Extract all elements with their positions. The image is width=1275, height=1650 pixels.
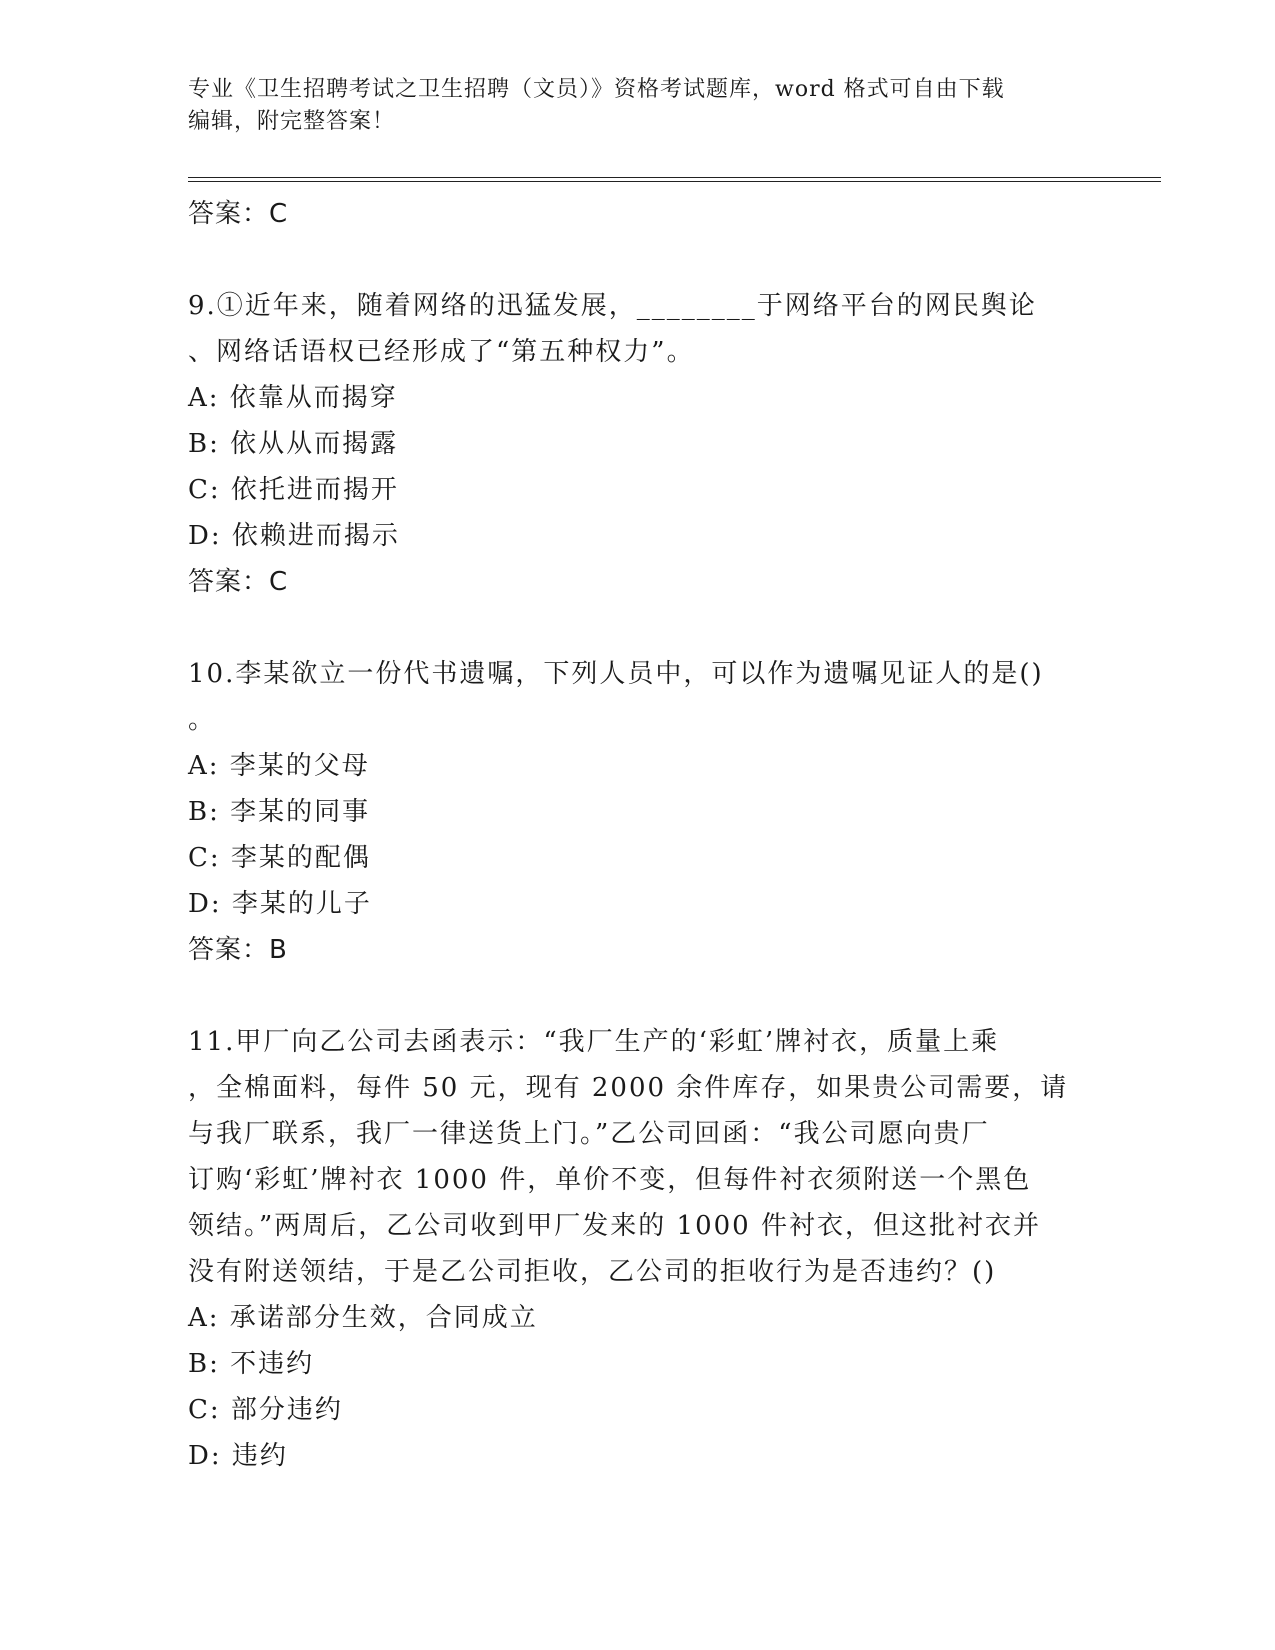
document-body (188, 191, 1088, 1479)
answer: 答案：C (188, 567, 289, 597)
question-stem-line: 与我厂联系，我厂一律送货上门。”乙公司回函：“我公司愿向贵厂 (188, 1119, 990, 1149)
option-a: A: 依靠从而揭穿 (188, 383, 398, 413)
header-line-1: 专业《卫生招聘考试之卫生招聘（文员）》资格考试题库，word 格式可自由下载 (188, 77, 1005, 102)
option-a: A: 李某的父母 (188, 751, 370, 781)
question-11 (188, 1019, 1088, 1479)
option-d: D: 依赖进而揭示 (188, 521, 400, 551)
answer: 答案：B (188, 935, 288, 965)
header-rule-top (188, 177, 1161, 178)
option-c: C: 李某的配偶 (188, 843, 371, 873)
header-rule-bottom (188, 181, 1161, 182)
question-10 (188, 651, 1088, 973)
spacer (188, 973, 1088, 1019)
document-header (188, 74, 1088, 138)
option-b: B: 李某的同事 (188, 797, 371, 827)
option-c: C: 依托进而揭开 (188, 475, 399, 505)
previous-answer: 答案：C (188, 199, 289, 229)
option-b: B: 依从从而揭露 (188, 429, 399, 459)
option-c: C: 部分违约 (188, 1395, 343, 1425)
question-stem-line: 11.甲厂向乙公司去函表示：“我厂生产的‘彩虹’牌衬衣，质量上乘 (188, 1027, 1000, 1057)
option-b: B: 不违约 (188, 1349, 315, 1379)
question-9 (188, 283, 1088, 605)
option-a: A: 承诺部分生效，合同成立 (188, 1303, 538, 1333)
question-stem-line: ，全棉面料，每件 50 元，现有 2000 余件库存，如果贵公司需要，请 (188, 1073, 1069, 1103)
header-line-2: 编辑，附完整答案！ (188, 109, 396, 134)
question-stem-line: 、网络话语权已经形成了“第五种权力”。 (188, 337, 695, 367)
question-stem-line: 9.①近年来，随着网络的迅猛发展，________于网络平台的网民舆论 (188, 291, 1037, 321)
question-stem-line: 10.李某欲立一份代书遗嘱，下列人员中，可以作为遗嘱见证人的是() (188, 659, 1044, 689)
question-stem-line: 。 (188, 705, 217, 735)
option-d: D: 违约 (188, 1441, 288, 1471)
option-d: D: 李某的儿子 (188, 889, 372, 919)
question-stem-line: 订购‘彩虹’牌衬衣 1000 件，单价不变，但每件衬衣须附送一个黑色 (188, 1165, 1032, 1195)
question-stem-line: 没有附送领结，于是乙公司拒收，乙公司的拒收行为是否违约？() (188, 1257, 997, 1287)
question-stem-line: 领结。”两周后，乙公司收到甲厂发来的 1000 件衬衣，但这批衬衣并 (188, 1211, 1041, 1241)
spacer (188, 237, 1088, 283)
spacer (188, 605, 1088, 651)
